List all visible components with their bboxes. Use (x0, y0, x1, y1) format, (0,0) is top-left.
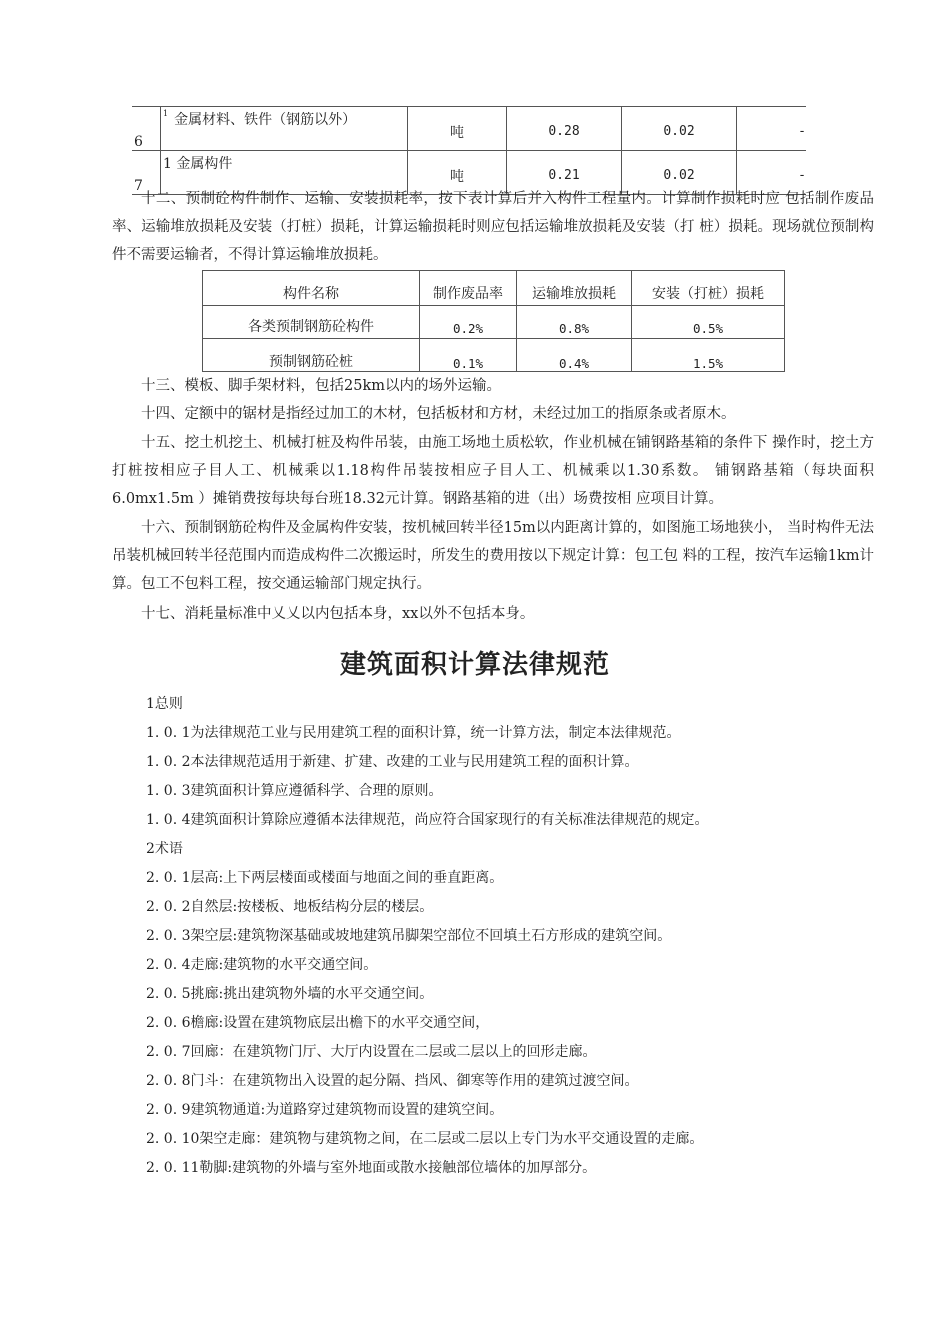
unit-cell: 吨 (408, 151, 507, 195)
clause-line: 2. 0. 1层高:上下两层楼面或楼面与地面之间的垂直距离。 (146, 870, 504, 886)
clause-line: 1. 0. 3建筑面积计算应遵循科学、合理的原则。 (146, 783, 443, 799)
clause-line: 2. 0. 10架空走廊：建筑物与建筑物之间，在二层或二层以上专门为水平交通设置的走廊。 (146, 1131, 704, 1147)
clause-line: 1. 0. 1为法律规范工业与民用建筑工程的面积计算，统一计算方法，制定本法律规范。 (146, 725, 681, 741)
table-cell: 1.5% (632, 339, 785, 372)
column-header: 安装（打桩）损耗 (632, 271, 785, 306)
item-name: 1 金属构件 (163, 156, 233, 172)
unit-cell: 吨 (408, 107, 507, 151)
clause-line: 2. 0. 3架空层:建筑物深基础或坡地建筑吊脚架空部位不回填土石方形成的建筑空间。 (146, 928, 672, 944)
clause-line: 2. 0. 5挑廊:挑出建筑物外墙的水平交通空间。 (146, 986, 434, 1002)
material-loss-table (132, 106, 806, 195)
table-row (132, 107, 806, 151)
clause-line: 2. 0. 9建筑物通道:为道路穿过建筑物而设置的建筑空间。 (146, 1102, 504, 1118)
clause-list (146, 690, 886, 1183)
paragraph-14: 十四、定额中的锯材是指经过加工的木材，包括板材和方材，未经过加工的指原条或者原木。 (141, 406, 736, 422)
row-number: 6 (132, 107, 161, 151)
row-number: 7 (132, 151, 161, 195)
section-heading: 1总则 (146, 696, 183, 712)
column-header: 运输堆放损耗 (517, 271, 632, 306)
value-cell: 0.28 (507, 107, 622, 151)
value-cell: 0.02 (622, 151, 737, 195)
value-cell: 0.21 (507, 151, 622, 195)
table-cell: 0.2% (420, 306, 517, 339)
column-header: 构件名称 (203, 271, 420, 306)
paragraph-15: 十五、挖土机挖土、机械打桩及构件吊装，由施工场地土质松软，作业机械在铺钢路基箱的条件下 操作时，挖土方打桩按相应子目人工、机械乘以1.18构件吊装按相应子目人工、机械乘以1.30系数。 铺钢路基箱（每块面积6.0mx1.5m ）摊销费按每块每台班18.32元计算。钢路基箱的进（出）场费按相 应项目计算。 (112, 435, 874, 507)
table-cell: 0.4% (517, 339, 632, 372)
item-name: 金属材料、铁件（钢筋以外） (174, 112, 357, 128)
column-header: 制作废品率 (420, 271, 517, 306)
paragraph-17: 十七、消耗量标准中乂乂以内包括本身，xx以外不包括本身。 (141, 606, 535, 622)
precast-loss-table (202, 270, 785, 372)
table-cell: 0.1% (420, 339, 517, 372)
paragraph-12: 十二、预制砼构件制作、运输、安装损耗率，按下表计算后并入构件工程量内。计算制作损耗时应 包括制作废品率、运输堆放损耗及安装（打桩）损耗，计算运输损耗时则应包括运输堆放损耗及安装（打 桩）损耗。现场就位预制构件不需要运输者，不得计算运输堆放损耗。 (112, 191, 874, 263)
value-cell: 0.02 (622, 107, 737, 151)
table-row (203, 306, 785, 339)
table-cell: 0.8% (517, 306, 632, 339)
section-title: 建筑面积计算法律规范 (339, 650, 610, 680)
clause-line: 1. 0. 4建筑面积计算除应遵循本法律规范，尚应符合国家现行的有关标准法律规范的规定。 (146, 812, 709, 828)
table-row (203, 339, 785, 372)
table-cell: 0.5% (632, 306, 785, 339)
table-header-row (203, 271, 785, 306)
clause-line: 2. 0. 7回廊：在建筑物门厅、大厅内设置在二层或二层以上的回形走廊。 (146, 1044, 597, 1060)
clause-line: 2. 0. 8门斗：在建筑物出入设置的起分隔、挡风、御寒等作用的建筑过渡空间。 (146, 1073, 639, 1089)
value-cell: - (737, 107, 807, 151)
table-cell: 各类预制钢筋砼构件 (203, 306, 420, 339)
value-cell: - (737, 151, 807, 195)
clause-line: 2. 0. 11勒脚:建筑物的外墙与室外地面或散水接触部位墙体的加厚部分。 (146, 1160, 597, 1176)
superscript-mark: 1 (163, 109, 169, 118)
clause-line: 1. 0. 2本法律规范适用于新建、扩建、改建的工业与民用建筑工程的面积计算。 (146, 754, 639, 770)
paragraph-13: 十三、模板、脚手架材料，包括25km以内的场外运输。 (141, 378, 501, 394)
clause-line: 2. 0. 4走廊:建筑物的水平交通空间。 (146, 957, 378, 973)
section-heading: 2术语 (146, 841, 183, 857)
table-cell: 预制钢筋砼桩 (203, 339, 420, 372)
paragraph-16: 十六、预制钢筋砼构件及金属构件安装，按机械回转半径15m以内距离计算的，如图施工场地狭小， 当时构件无法吊装机械回转半径范围内而造成构件二次搬运时，所发生的费用按以下规定计算：包工包 料的工程，按汽车运输1km计算。包工不包料工程，按交通运输部门规定执行。 (112, 520, 874, 592)
item-name-cell (161, 107, 408, 151)
clause-line: 2. 0. 6檐廊:设置在建筑物底层出檐下的水平交通空间， (146, 1015, 490, 1031)
clause-line: 2. 0. 2自然层:按楼板、地板结构分层的楼层。 (146, 899, 434, 915)
